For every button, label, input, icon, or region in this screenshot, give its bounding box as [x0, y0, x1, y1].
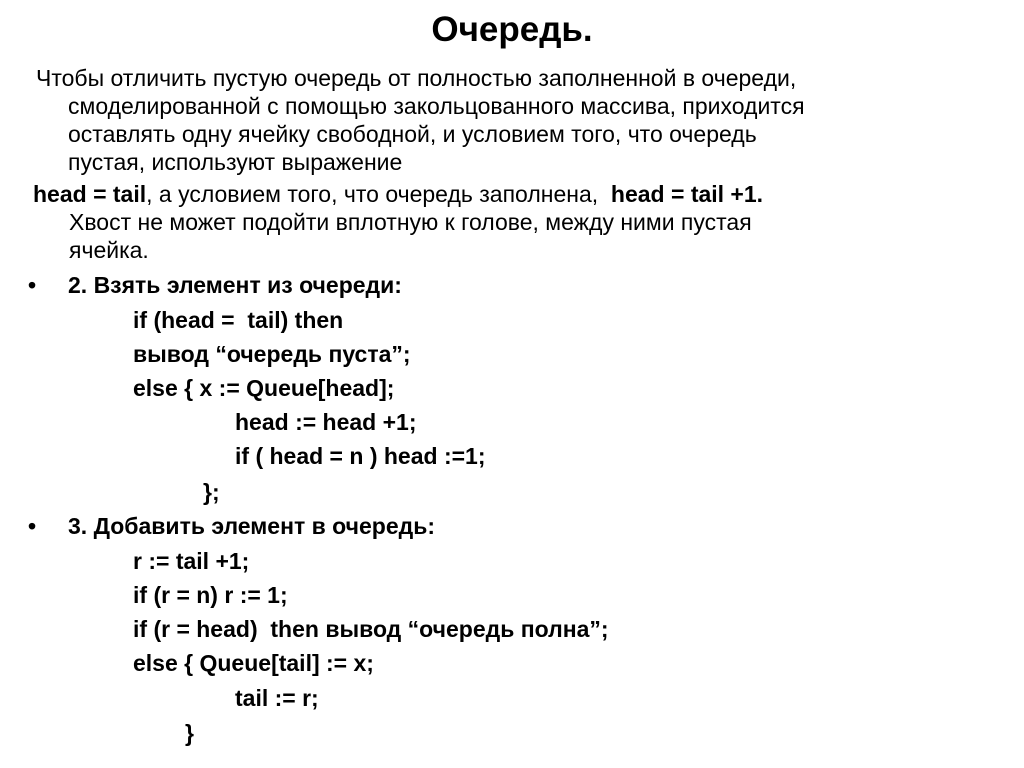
- code-line: }: [185, 720, 194, 746]
- condition-line-3: ячейка.: [69, 237, 149, 263]
- code-line: вывод “очередь пуста”;: [133, 341, 411, 367]
- code-line: if ( head = n ) head :=1;: [235, 443, 486, 469]
- code-line: else { x := Queue[head];: [133, 375, 395, 401]
- code-line: else { Queue[tail] := x;: [133, 650, 374, 676]
- intro-line-2: смоделированной с помощью закольцованного массива, приходится: [68, 93, 805, 119]
- condition-middle-text: , а условием того, что очередь заполнена,: [146, 181, 611, 207]
- code-line: r := tail +1;: [133, 548, 250, 574]
- condition-paragraph: [33, 180, 993, 264]
- expr-full: head = tail +1.: [610, 181, 764, 207]
- code-line: if (head = tail) then: [133, 307, 344, 333]
- code-line: head := head +1;: [235, 409, 417, 435]
- condition-line-2: Хвост не может подойти вплотную к голове, между ними пустая: [69, 209, 752, 235]
- condition-line-1: [33, 181, 763, 207]
- intro-paragraph: [36, 64, 996, 176]
- intro-line-1: Чтобы отличить пустую очередь от полностью заполненной в очереди,: [36, 65, 797, 91]
- section-2-heading-row: [28, 270, 402, 300]
- code-line: };: [203, 479, 220, 505]
- bullet-icon: •: [28, 513, 37, 539]
- bullet-icon: •: [28, 272, 37, 298]
- intro-line-4: пустая, используют выражение: [68, 149, 403, 175]
- intro-line-3: оставлять одну ячейку свободной, и условием того, что очередь: [68, 121, 757, 147]
- code-line: if (r = n) r := 1;: [133, 582, 288, 608]
- slide-title: Очередь.: [431, 10, 593, 49]
- section-3-heading-row: [28, 511, 435, 541]
- code-line: if (r = head) then вывод “очередь полна”;: [133, 616, 609, 642]
- section-2-heading: 2. Взять элемент из очереди:: [68, 272, 402, 298]
- code-line: tail := r;: [235, 685, 319, 711]
- expr-empty: head = tail: [33, 181, 147, 207]
- section-3-heading: 3. Добавить элемент в очередь:: [68, 513, 436, 539]
